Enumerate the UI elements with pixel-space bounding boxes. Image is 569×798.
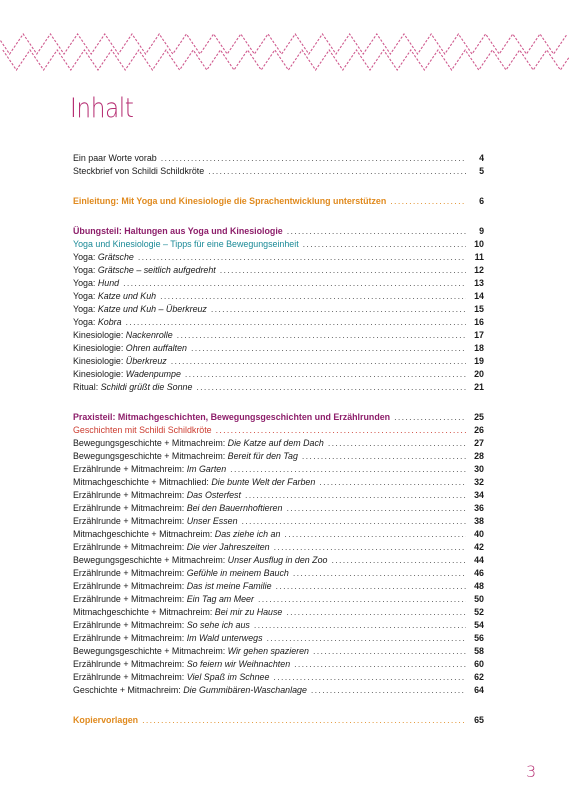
toc-entry-label: Kinesiologie:	[73, 369, 126, 379]
toc-entry-subtitle: Ein Tag am Meer	[186, 594, 254, 604]
toc-entry-label: Übungsteil: Haltungen aus Yoga und Kinesiologie	[73, 226, 283, 236]
toc-entry-title	[73, 368, 181, 381]
toc-page-number: 26	[474, 425, 484, 435]
toc-entry-subtitle: Das ist meine Familie	[186, 581, 272, 591]
dot-leader	[286, 502, 466, 515]
dot-leader	[274, 541, 466, 554]
toc-entry-label: Praxisteil: Mitmachgeschichten, Bewegungsgeschichten und Erzählrunden	[73, 412, 391, 422]
toc-entry-subtitle: Überkreuz	[125, 356, 167, 366]
toc-entry-title	[73, 355, 167, 368]
toc-entry-subtitle: Im Garten	[186, 464, 227, 474]
toc-entry-subtitle: Schildi grüßt die Sonne	[100, 382, 193, 392]
dot-leader	[196, 381, 466, 394]
toc-entry[interactable]	[73, 645, 484, 658]
toc-entry[interactable]	[73, 303, 484, 316]
toc-entry-title	[73, 489, 241, 502]
toc-section	[73, 225, 484, 394]
dot-leader	[319, 476, 466, 489]
dot-leader	[208, 165, 466, 178]
toc-entry-label: Erzählrunde + Mitmachreim:	[73, 594, 187, 604]
dot-leader	[242, 515, 466, 528]
toc-page-number: 64	[474, 685, 484, 695]
toc-entry[interactable]	[73, 528, 484, 541]
toc-entry[interactable]	[73, 411, 484, 424]
toc-entry-title	[73, 632, 263, 645]
toc-entry-label: Erzählrunde + Mitmachreim:	[73, 659, 187, 669]
toc-entry-subtitle: Wir gehen spazieren	[227, 646, 309, 656]
toc-entry-title	[73, 463, 226, 476]
toc-page-number: 27	[474, 438, 484, 448]
dot-leader	[171, 355, 466, 368]
toc-entry-subtitle: Im Wald unterwegs	[186, 633, 263, 643]
toc-entry[interactable]	[73, 593, 484, 606]
toc-entry[interactable]	[73, 316, 484, 329]
toc-entry-label: Erzählrunde + Mitmachreim:	[73, 490, 187, 500]
toc-entry-subtitle: Bei den Bauernhoftieren	[186, 503, 283, 513]
toc-entry[interactable]	[73, 619, 484, 632]
dot-leader	[287, 225, 466, 238]
toc-page-number: 4	[479, 153, 484, 163]
toc-entry-label: Geschichten mit Schildi Schildkröte	[73, 425, 212, 435]
toc-entry-label: Erzählrunde + Mitmachreim:	[73, 620, 187, 630]
toc-page-number: 30	[474, 464, 484, 474]
toc-page-number: 32	[474, 477, 484, 487]
toc-page-number: 18	[474, 343, 484, 353]
toc-page-number: 10	[474, 239, 484, 249]
toc-entry-title	[73, 619, 250, 632]
page-number: 3	[526, 762, 537, 781]
toc-entry[interactable]	[73, 476, 484, 489]
toc-entry-label: Yoga:	[73, 252, 98, 262]
dot-leader	[303, 238, 466, 251]
toc-entry-label: Kinesiologie:	[73, 343, 126, 353]
dot-leader	[294, 658, 466, 671]
dot-leader	[245, 489, 466, 502]
toc-entry-title	[73, 238, 299, 251]
toc-entry-label: Ritual:	[73, 382, 101, 392]
toc-page-number: 42	[474, 542, 484, 552]
toc-entry-label: Bewegungsgeschichte + Mitmachreim:	[73, 438, 228, 448]
toc-entry[interactable]	[73, 658, 484, 671]
toc-entry-title	[73, 554, 327, 567]
toc-entry-title	[73, 714, 138, 727]
toc-entry[interactable]	[73, 225, 484, 238]
toc-entry[interactable]	[73, 502, 484, 515]
toc-page-number: 28	[474, 451, 484, 461]
dot-leader	[328, 437, 466, 450]
dot-leader	[230, 463, 466, 476]
toc-page-number: 14	[474, 291, 484, 301]
toc-page-number: 38	[474, 516, 484, 526]
toc-entry-label: Steckbrief von Schildi Schildkröte	[73, 166, 205, 176]
toc-entry-title	[73, 381, 192, 394]
toc-entry-subtitle: Das Osterfest	[186, 490, 241, 500]
toc-page-number: 48	[474, 581, 484, 591]
toc-entry-title	[73, 541, 270, 554]
table-of-contents	[73, 152, 484, 744]
toc-section	[73, 152, 484, 178]
toc-entry[interactable]	[73, 251, 484, 264]
toc-entry-title	[73, 476, 315, 489]
toc-entry[interactable]	[73, 684, 484, 697]
toc-page-number: 17	[474, 330, 484, 340]
toc-entry-label: Bewegungsgeschichte + Mitmachreim:	[73, 555, 228, 565]
toc-entry-label: Erzählrunde + Mitmachreim:	[73, 581, 187, 591]
dot-leader	[142, 714, 466, 727]
toc-page-number: 50	[474, 594, 484, 604]
toc-entry-title	[73, 264, 216, 277]
dot-leader	[161, 152, 466, 165]
dot-leader	[138, 251, 466, 264]
toc-page-number: 44	[474, 555, 484, 565]
toc-entry-title	[73, 303, 207, 316]
toc-entry-label: Mitmachgeschichte + Mitmachreim:	[73, 607, 215, 617]
toc-entry[interactable]	[73, 580, 484, 593]
toc-entry-title	[73, 684, 307, 697]
toc-entry-subtitle: Die Gummibären-Waschanlage	[183, 685, 307, 695]
toc-entry-title	[73, 528, 280, 541]
dot-leader	[216, 424, 466, 437]
dot-leader	[313, 645, 466, 658]
toc-entry[interactable]	[73, 355, 484, 368]
toc-entry-label: Erzählrunde + Mitmachreim:	[73, 542, 187, 552]
toc-entry-label: Erzählrunde + Mitmachreim:	[73, 568, 187, 578]
toc-entry-subtitle: Das ziehe ich an	[214, 529, 281, 539]
toc-section	[73, 714, 484, 727]
toc-entry-title	[73, 593, 254, 606]
toc-entry-title	[73, 580, 272, 593]
toc-entry-subtitle: Unser Ausflug in den Zoo	[227, 555, 328, 565]
toc-entry-title	[73, 165, 204, 178]
dot-leader	[284, 528, 466, 541]
toc-entry-title	[73, 671, 269, 684]
toc-entry[interactable]	[73, 567, 484, 580]
toc-entry[interactable]	[73, 165, 484, 178]
toc-page-number: 62	[474, 672, 484, 682]
toc-entry[interactable]	[73, 368, 484, 381]
toc-page-number: 21	[474, 382, 484, 392]
dot-leader	[293, 567, 466, 580]
toc-entry-title	[73, 411, 390, 424]
toc-entry-label: Bewegungsgeschichte + Mitmachreim:	[73, 646, 228, 656]
dot-leader	[276, 580, 466, 593]
toc-page-number: 56	[474, 633, 484, 643]
toc-entry[interactable]	[73, 606, 484, 619]
toc-entry[interactable]	[73, 424, 484, 437]
toc-page-number: 15	[474, 304, 484, 314]
toc-entry-label: Yoga:	[73, 304, 98, 314]
toc-page-number: 16	[474, 317, 484, 327]
toc-entry-label: Mitmachgeschichte + Mitmachreim:	[73, 529, 215, 539]
toc-page-number: 65	[474, 715, 484, 725]
toc-section	[73, 195, 484, 208]
toc-entry-label: Yoga:	[73, 265, 98, 275]
dot-leader	[286, 606, 466, 619]
toc-entry[interactable]	[73, 264, 484, 277]
dot-leader	[191, 342, 466, 355]
toc-page-number: 20	[474, 369, 484, 379]
toc-entry-title	[73, 645, 309, 658]
toc-entry-label: Erzählrunde + Mitmachreim:	[73, 503, 187, 513]
toc-entry[interactable]	[73, 515, 484, 528]
toc-entry-title	[73, 606, 282, 619]
toc-entry-label: Yoga:	[73, 278, 98, 288]
toc-entry-title	[73, 290, 156, 303]
toc-page-number: 54	[474, 620, 484, 630]
toc-page-number: 5	[479, 166, 484, 176]
toc-entry-title	[73, 195, 386, 208]
toc-entry[interactable]	[73, 277, 484, 290]
toc-entry-subtitle: So feiern wir Weihnachten	[186, 659, 291, 669]
page-title: Inhalt	[70, 93, 134, 124]
toc-entry-title	[73, 277, 119, 290]
toc-entry-subtitle: Nackenrolle	[125, 330, 173, 340]
toc-page-number: 58	[474, 646, 484, 656]
toc-entry[interactable]	[73, 329, 484, 342]
decorative-zigzag-border	[0, 28, 569, 80]
dot-leader	[160, 290, 466, 303]
toc-entry-subtitle: Viel Spaß im Schnee	[186, 672, 270, 682]
toc-entry[interactable]	[73, 152, 484, 165]
toc-entry[interactable]	[73, 632, 484, 645]
toc-entry-subtitle: Die bunte Welt der Farben	[211, 477, 316, 487]
toc-entry-subtitle: Unser Essen	[186, 516, 238, 526]
toc-entry[interactable]	[73, 437, 484, 450]
toc-entry-title	[73, 450, 298, 463]
toc-entry[interactable]	[73, 554, 484, 567]
toc-page-number: 11	[474, 252, 484, 262]
toc-entry-label: Erzählrunde + Mitmachreim:	[73, 516, 187, 526]
toc-entry-subtitle: Katze und Kuh – Überkreuz	[97, 304, 207, 314]
toc-entry[interactable]	[73, 342, 484, 355]
toc-entry[interactable]	[73, 195, 484, 208]
toc-entry-label: Yoga:	[73, 317, 98, 327]
toc-page-number: 6	[479, 196, 484, 206]
toc-entry[interactable]	[73, 714, 484, 727]
dot-leader	[126, 316, 466, 329]
toc-entry-subtitle: Gefühle in meinem Bauch	[186, 568, 289, 578]
toc-page-number: 34	[474, 490, 484, 500]
toc-page-number: 19	[474, 356, 484, 366]
dot-leader	[211, 303, 466, 316]
toc-entry-subtitle: Die Katze auf dem Dach	[227, 438, 324, 448]
dot-leader	[394, 411, 466, 424]
toc-entry-title	[73, 502, 282, 515]
toc-page-number: 40	[474, 529, 484, 539]
toc-entry-title	[73, 316, 122, 329]
toc-entry-subtitle: Bei mir zu Hause	[214, 607, 283, 617]
toc-entry-title	[73, 225, 283, 238]
dot-leader	[185, 368, 466, 381]
toc-entry[interactable]	[73, 450, 484, 463]
toc-section	[73, 411, 484, 697]
toc-entry-title	[73, 342, 187, 355]
dot-leader	[267, 632, 466, 645]
toc-page-number: 9	[479, 226, 484, 236]
toc-entry-label: Erzählrunde + Mitmachreim:	[73, 672, 187, 682]
toc-entry-title	[73, 437, 324, 450]
toc-page-number: 46	[474, 568, 484, 578]
dot-leader	[220, 264, 466, 277]
toc-page-number: 36	[474, 503, 484, 513]
dot-leader	[302, 450, 466, 463]
toc-entry-label: Kinesiologie:	[73, 330, 126, 340]
toc-entry-subtitle: Hund	[97, 278, 120, 288]
toc-entry-subtitle: Wadenpumpe	[125, 369, 181, 379]
toc-entry-title	[73, 251, 134, 264]
toc-entry-label: Bewegungsgeschichte + Mitmachreim:	[73, 451, 228, 461]
toc-entry-subtitle: So sehe ich aus	[186, 620, 250, 630]
toc-entry-subtitle: Katze und Kuh	[97, 291, 157, 301]
dot-leader	[258, 593, 466, 606]
dot-leader	[273, 671, 466, 684]
toc-entry-subtitle: Kobra	[97, 317, 122, 327]
toc-entry-label: Erzählrunde + Mitmachreim:	[73, 633, 187, 643]
toc-entry[interactable]	[73, 290, 484, 303]
dot-leader	[390, 195, 466, 208]
dot-leader	[123, 277, 466, 290]
toc-page-number: 12	[474, 265, 484, 275]
toc-entry[interactable]	[73, 671, 484, 684]
toc-entry-subtitle: Die vier Jahreszeiten	[186, 542, 270, 552]
toc-entry[interactable]	[73, 463, 484, 476]
toc-entry-title	[73, 424, 212, 437]
toc-entry-label: Kinesiologie:	[73, 356, 126, 366]
toc-entry-subtitle: Bereit für den Tag	[227, 451, 298, 461]
dot-leader	[254, 619, 466, 632]
toc-entry-subtitle: Grätsche	[97, 252, 134, 262]
toc-entry-label: Yoga:	[73, 291, 98, 301]
dot-leader	[177, 329, 466, 342]
toc-entry-label: Ein paar Worte vorab	[73, 153, 157, 163]
toc-entry-label: Geschichte + Mitmachreim:	[73, 685, 184, 695]
toc-entry[interactable]	[73, 381, 484, 394]
toc-entry[interactable]	[73, 489, 484, 502]
toc-entry[interactable]	[73, 541, 484, 554]
toc-entry-label: Mitmachgeschichte + Mitmachlied:	[73, 477, 212, 487]
toc-entry-title	[73, 567, 289, 580]
dot-leader	[311, 684, 466, 697]
toc-page-number: 13	[474, 278, 484, 288]
toc-entry-title	[73, 658, 290, 671]
toc-entry-label: Erzählrunde + Mitmachreim:	[73, 464, 187, 474]
toc-entry-label: Kopiervorlagen	[73, 715, 139, 725]
toc-entry-subtitle: Grätsche – seitlich aufgedreht	[97, 265, 216, 275]
toc-entry-label: Einleitung: Mit Yoga und Kinesiologie die Sprachentwicklung unterstützen	[73, 196, 387, 206]
toc-entry-label: Yoga und Kinesiologie – Tipps für eine Bewegungseinheit	[73, 239, 299, 249]
toc-page-number: 52	[474, 607, 484, 617]
dot-leader	[331, 554, 466, 567]
toc-entry-subtitle: Ohren auffalten	[125, 343, 187, 353]
toc-entry-title	[73, 515, 238, 528]
toc-entry-title	[73, 152, 157, 165]
toc-page-number: 60	[474, 659, 484, 669]
toc-entry-title	[73, 329, 173, 342]
toc-entry[interactable]	[73, 238, 484, 251]
toc-page-number: 25	[474, 412, 484, 422]
